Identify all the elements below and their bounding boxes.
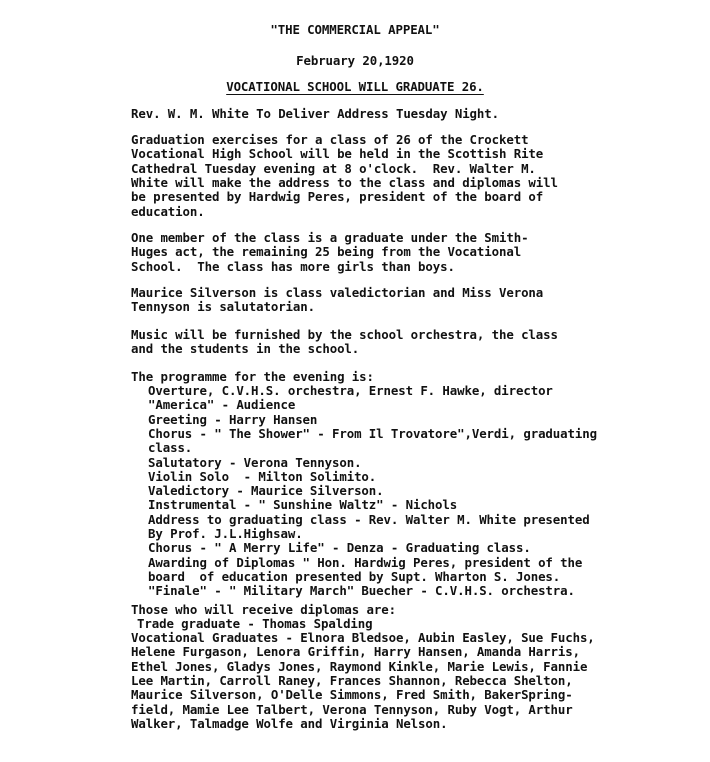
paragraph-line: and the students in the school.	[131, 341, 360, 357]
graduates-line: Maurice Silverson, O'Delle Simmons, Fred Smith, BakerSpring-	[131, 687, 573, 703]
graduates-line: Ethel Jones, Gladys Jones, Raymond Kinkle, Marie Lewis, Fannie	[131, 658, 588, 674]
graduates-line: Lee Martin, Carroll Raney, Frances Shannon, Rebecca Shelton,	[131, 672, 573, 688]
graduates-line: Vocational Graduates - Elnora Bledsoe, Aubin Easley, Sue Fuchs,	[131, 630, 595, 645]
programme-item: Greeting - Harry Hansen	[148, 411, 318, 427]
headline: VOCATIONAL SCHOOL WILL GRADUATE 26.	[226, 79, 484, 94]
programme-item: class.	[148, 440, 193, 456]
paragraph-line: White will make the address to the class and diplomas will	[131, 174, 558, 190]
graduates-line: Walker, Talmadge Wolfe and Virginia Nelson.	[131, 715, 448, 731]
programme-intro: The programme for the evening is:	[131, 369, 374, 384]
trade-graduate: Trade graduate - Thomas Spalding	[137, 616, 373, 631]
article-date: February 20,1920	[296, 53, 414, 68]
paragraph-line: Huges act, the remaining 25 being from the Vocational	[131, 244, 522, 260]
programme-item: Instrumental - " Sunshine Waltz" - Nichols	[148, 497, 458, 513]
programme-item: Address to graduating class - Rev. Walter M. White presented	[148, 511, 590, 527]
paragraph-line: Cathedral Tuesday evening at 8 o'clock. Rev. Walter M.	[131, 160, 536, 176]
programme-item: Chorus - " The Shower" - From Il Trovatore",Verdi, graduating	[148, 425, 597, 441]
programme-item: "America" - Audience	[148, 397, 296, 413]
paragraph-line: education.	[131, 203, 205, 219]
newspaper-source: "THE COMMERCIAL APPEAL"	[270, 22, 440, 37]
paragraph-line: Tennyson is salutatorian.	[131, 299, 315, 315]
diplomas-intro: Those who will receive diplomas are:	[131, 602, 396, 617]
programme-item: Overture, C.V.H.S. orchestra, Ernest F. Hawke, director	[148, 383, 553, 398]
graduates-line: Helene Furgason, Lenora Griffin, Harry Hansen, Amanda Harris,	[131, 644, 580, 660]
programme-item: Salutatory - Verona Tennyson.	[148, 454, 362, 470]
programme-item: board of education presented by Supt. Wharton S. Jones.	[148, 568, 561, 584]
subheadline: Rev. W. M. White To Deliver Address Tuesday Night.	[131, 106, 499, 121]
programme-item: Violin Solo - Milton Solimito.	[148, 468, 377, 484]
paragraph-line: be presented by Hardwig Peres, president of the board of	[131, 189, 544, 205]
graduates-line: field, Mamie Lee Talbert, Verona Tennyson, Ruby Vogt, Arthur	[131, 701, 573, 717]
paragraph-line: Vocational High School will be held in the Scottish Rite	[131, 146, 544, 162]
paragraph-line: School. The class has more girls than boys.	[131, 258, 455, 274]
paragraph-line: Graduation exercises for a class of 26 of the Crockett	[131, 132, 529, 147]
paragraph-line: One member of the class is a graduate under the Smith-	[131, 230, 529, 245]
programme-item: Valedictory - Maurice Silverson.	[148, 483, 384, 499]
programme-item: By Prof. J.L.Highsaw.	[148, 526, 303, 541]
programme-item: Chorus - " A Merry Life" - Denza - Graduating class.	[148, 540, 531, 556]
paragraph-line: Maurice Silverson is class valedictorian and Miss Verona	[131, 285, 544, 300]
paragraph-line: Music will be furnished by the school orchestra, the class	[131, 327, 558, 342]
programme-item: Awarding of Diplomas " Hon. Hardwig Peres, president of the	[148, 554, 583, 570]
programme-item: "Finale" - " Military March" Buecher - C.V.H.S. orchestra.	[148, 583, 575, 599]
